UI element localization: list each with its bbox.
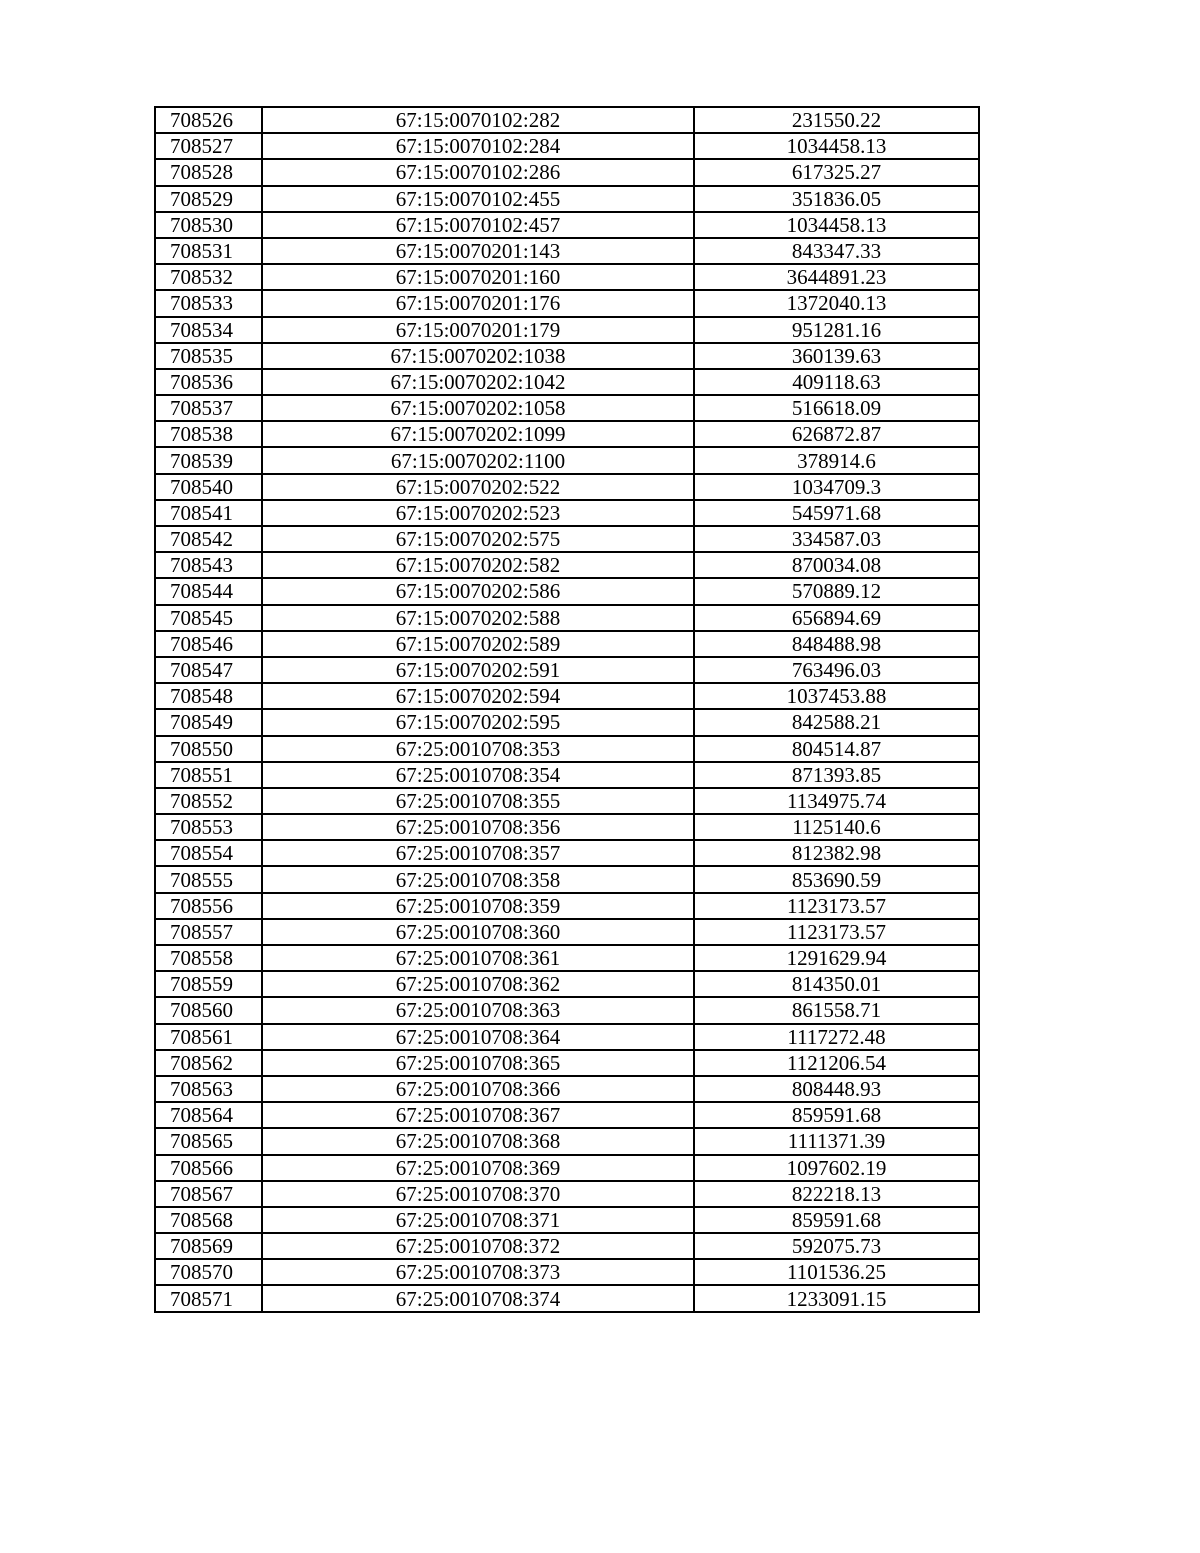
row-number-cell: 708561: [155, 1024, 262, 1050]
cadastral-number-cell: 67:15:0070102:284: [262, 133, 694, 159]
table-row: [155, 290, 979, 316]
row-number-cell: 708558: [155, 945, 262, 971]
cadastral-number-cell: 67:15:0070102:282: [262, 107, 694, 133]
row-number-cell: 708551: [155, 762, 262, 788]
table-row: [155, 1285, 979, 1311]
cadastral-number-cell: 67:25:0010708:355: [262, 788, 694, 814]
table-row: [155, 762, 979, 788]
cadastral-value-cell: 842588.21: [694, 709, 979, 735]
row-number-cell: 708537: [155, 395, 262, 421]
cadastral-value-cell: 409118.63: [694, 369, 979, 395]
cadastral-value-cell: 334587.03: [694, 526, 979, 552]
table-row: [155, 317, 979, 343]
row-number-cell: 708530: [155, 212, 262, 238]
table-row: [155, 421, 979, 447]
row-number-cell: 708566: [155, 1155, 262, 1181]
cadastral-number-cell: 67:25:0010708:370: [262, 1181, 694, 1207]
row-number-cell: 708535: [155, 343, 262, 369]
table-row: [155, 866, 979, 892]
cadastral-value-cell: 1123173.57: [694, 893, 979, 919]
table-row: [155, 159, 979, 185]
row-number-cell: 708569: [155, 1233, 262, 1259]
row-number-cell: 708545: [155, 605, 262, 631]
row-number-cell: 708555: [155, 866, 262, 892]
table-row: [155, 107, 979, 133]
table-row: [155, 736, 979, 762]
cadastral-number-cell: 67:25:0010708:366: [262, 1076, 694, 1102]
cadastral-value-cell: 3644891.23: [694, 264, 979, 290]
cadastral-value-cell: 1111371.39: [694, 1128, 979, 1154]
table-row: [155, 997, 979, 1023]
cadastral-value-cell: 516618.09: [694, 395, 979, 421]
cadastral-value-cell: 351836.05: [694, 186, 979, 212]
cadastral-number-cell: 67:15:0070201:160: [262, 264, 694, 290]
cadastral-value-cell: 626872.87: [694, 421, 979, 447]
table-row: [155, 1155, 979, 1181]
row-number-cell: 708547: [155, 657, 262, 683]
cadastral-value-cell: 1117272.48: [694, 1024, 979, 1050]
table-row: [155, 1024, 979, 1050]
cadastral-value-cell: 1097602.19: [694, 1155, 979, 1181]
cadastral-value-cell: 1034709.3: [694, 474, 979, 500]
cadastral-value-cell: 804514.87: [694, 736, 979, 762]
cadastral-number-cell: 67:15:0070102:286: [262, 159, 694, 185]
row-number-cell: 708528: [155, 159, 262, 185]
row-number-cell: 708562: [155, 1050, 262, 1076]
cadastral-value-cell: 1125140.6: [694, 814, 979, 840]
cadastral-number-cell: 67:15:0070202:1100: [262, 447, 694, 473]
table-row: [155, 212, 979, 238]
cadastral-number-cell: 67:25:0010708:365: [262, 1050, 694, 1076]
table-row: [155, 709, 979, 735]
cadastral-number-cell: 67:15:0070202:1042: [262, 369, 694, 395]
cadastral-value-cell: 231550.22: [694, 107, 979, 133]
cadastral-value-cell: 1291629.94: [694, 945, 979, 971]
row-number-cell: 708540: [155, 474, 262, 500]
cadastral-value-cell: 1123173.57: [694, 919, 979, 945]
cadastral-value-cell: 812382.98: [694, 840, 979, 866]
row-number-cell: 708542: [155, 526, 262, 552]
table-row: [155, 526, 979, 552]
cadastral-value-cell: 1372040.13: [694, 290, 979, 316]
table-row: [155, 1207, 979, 1233]
table-row: [155, 500, 979, 526]
cadastral-value-cell: 870034.08: [694, 552, 979, 578]
row-number-cell: 708553: [155, 814, 262, 840]
row-number-cell: 708548: [155, 683, 262, 709]
cadastral-number-cell: 67:15:0070201:179: [262, 317, 694, 343]
cadastral-number-cell: 67:25:0010708:358: [262, 866, 694, 892]
table-row: [155, 264, 979, 290]
cadastral-number-cell: 67:25:0010708:373: [262, 1259, 694, 1285]
cadastral-number-cell: 67:25:0010708:354: [262, 762, 694, 788]
cadastral-number-cell: 67:15:0070202:582: [262, 552, 694, 578]
row-number-cell: 708541: [155, 500, 262, 526]
row-number-cell: 708534: [155, 317, 262, 343]
table-row: [155, 971, 979, 997]
row-number-cell: 708531: [155, 238, 262, 264]
table-row: [155, 657, 979, 683]
row-number-cell: 708570: [155, 1259, 262, 1285]
table-row: [155, 1076, 979, 1102]
cadastral-number-cell: 67:15:0070202:589: [262, 631, 694, 657]
table-row: [155, 1128, 979, 1154]
cadastral-number-cell: 67:15:0070202:523: [262, 500, 694, 526]
row-number-cell: 708560: [155, 997, 262, 1023]
cadastral-number-cell: 67:25:0010708:361: [262, 945, 694, 971]
table-row: [155, 395, 979, 421]
cadastral-number-cell: 67:25:0010708:374: [262, 1285, 694, 1311]
table-row: [155, 1259, 979, 1285]
row-number-cell: 708556: [155, 893, 262, 919]
cadastral-value-cell: 808448.93: [694, 1076, 979, 1102]
table-row: [155, 186, 979, 212]
table-row: [155, 133, 979, 159]
cadastral-number-cell: 67:25:0010708:367: [262, 1102, 694, 1128]
table-row: [155, 605, 979, 631]
table-row: [155, 1233, 979, 1259]
table-row: [155, 447, 979, 473]
row-number-cell: 708557: [155, 919, 262, 945]
cadastral-number-cell: 67:25:0010708:362: [262, 971, 694, 997]
cadastral-number-cell: 67:15:0070202:586: [262, 578, 694, 604]
cadastral-value-cell: 1037453.88: [694, 683, 979, 709]
table-row: [155, 1102, 979, 1128]
cadastral-number-cell: 67:25:0010708:369: [262, 1155, 694, 1181]
cadastral-value-cell: 951281.16: [694, 317, 979, 343]
cadastral-number-cell: 67:15:0070202:1058: [262, 395, 694, 421]
row-number-cell: 708538: [155, 421, 262, 447]
row-number-cell: 708559: [155, 971, 262, 997]
cadastral-value-cell: 871393.85: [694, 762, 979, 788]
cadastral-value-cell: 656894.69: [694, 605, 979, 631]
cadastral-value-cell: 814350.01: [694, 971, 979, 997]
cadastral-number-cell: 67:25:0010708:356: [262, 814, 694, 840]
row-number-cell: 708568: [155, 1207, 262, 1233]
table-row: [155, 683, 979, 709]
cadastral-value-cell: 859591.68: [694, 1102, 979, 1128]
table-row: [155, 840, 979, 866]
row-number-cell: 708529: [155, 186, 262, 212]
row-number-cell: 708554: [155, 840, 262, 866]
cadastral-value-cell: 1233091.15: [694, 1285, 979, 1311]
table-row: [155, 238, 979, 264]
cadastral-value-table: [154, 106, 980, 1313]
cadastral-number-cell: 67:15:0070202:595: [262, 709, 694, 735]
cadastral-number-cell: 67:25:0010708:357: [262, 840, 694, 866]
row-number-cell: 708546: [155, 631, 262, 657]
row-number-cell: 708527: [155, 133, 262, 159]
cadastral-value-cell: 859591.68: [694, 1207, 979, 1233]
cadastral-number-cell: 67:25:0010708:360: [262, 919, 694, 945]
table-row: [155, 552, 979, 578]
cadastral-value-cell: 822218.13: [694, 1181, 979, 1207]
cadastral-value-cell: 378914.6: [694, 447, 979, 473]
row-number-cell: 708539: [155, 447, 262, 473]
cadastral-number-cell: 67:15:0070202:594: [262, 683, 694, 709]
table-row: [155, 788, 979, 814]
table-row: [155, 1181, 979, 1207]
table-row: [155, 343, 979, 369]
row-number-cell: 708565: [155, 1128, 262, 1154]
cadastral-number-cell: 67:15:0070202:1099: [262, 421, 694, 447]
cadastral-number-cell: 67:15:0070102:457: [262, 212, 694, 238]
row-number-cell: 708549: [155, 709, 262, 735]
cadastral-value-cell: 360139.63: [694, 343, 979, 369]
cadastral-number-cell: 67:25:0010708:363: [262, 997, 694, 1023]
table-row: [155, 631, 979, 657]
cadastral-number-cell: 67:25:0010708:364: [262, 1024, 694, 1050]
row-number-cell: 708536: [155, 369, 262, 395]
cadastral-number-cell: 67:15:0070102:455: [262, 186, 694, 212]
table-row: [155, 945, 979, 971]
cadastral-number-cell: 67:15:0070202:575: [262, 526, 694, 552]
row-number-cell: 708544: [155, 578, 262, 604]
table-row: [155, 369, 979, 395]
cadastral-value-cell: 1121206.54: [694, 1050, 979, 1076]
table-row: [155, 814, 979, 840]
cadastral-value-cell: 861558.71: [694, 997, 979, 1023]
cadastral-value-cell: 1134975.74: [694, 788, 979, 814]
cadastral-number-cell: 67:25:0010708:372: [262, 1233, 694, 1259]
row-number-cell: 708526: [155, 107, 262, 133]
cadastral-value-cell: 570889.12: [694, 578, 979, 604]
cadastral-number-cell: 67:25:0010708:371: [262, 1207, 694, 1233]
cadastral-number-cell: 67:15:0070201:143: [262, 238, 694, 264]
row-number-cell: 708563: [155, 1076, 262, 1102]
cadastral-number-cell: 67:25:0010708:353: [262, 736, 694, 762]
cadastral-number-cell: 67:15:0070202:588: [262, 605, 694, 631]
cadastral-value-cell: 1034458.13: [694, 133, 979, 159]
cadastral-value-cell: 617325.27: [694, 159, 979, 185]
row-number-cell: 708550: [155, 736, 262, 762]
cadastral-value-cell: 545971.68: [694, 500, 979, 526]
cadastral-value-cell: 853690.59: [694, 866, 979, 892]
row-number-cell: 708571: [155, 1285, 262, 1311]
cadastral-number-cell: 67:15:0070201:176: [262, 290, 694, 316]
cadastral-value-cell: 1101536.25: [694, 1259, 979, 1285]
cadastral-number-cell: 67:25:0010708:359: [262, 893, 694, 919]
table-row: [155, 1050, 979, 1076]
cadastral-number-cell: 67:15:0070202:1038: [262, 343, 694, 369]
row-number-cell: 708564: [155, 1102, 262, 1128]
table-row: [155, 578, 979, 604]
cadastral-number-cell: 67:15:0070202:591: [262, 657, 694, 683]
cadastral-value-cell: 592075.73: [694, 1233, 979, 1259]
row-number-cell: 708532: [155, 264, 262, 290]
cadastral-number-cell: 67:15:0070202:522: [262, 474, 694, 500]
row-number-cell: 708533: [155, 290, 262, 316]
cadastral-value-cell: 1034458.13: [694, 212, 979, 238]
table-row: [155, 474, 979, 500]
row-number-cell: 708552: [155, 788, 262, 814]
cadastral-value-cell: 843347.33: [694, 238, 979, 264]
table-row: [155, 919, 979, 945]
table-row: [155, 893, 979, 919]
cadastral-value-cell: 848488.98: [694, 631, 979, 657]
table-body: [155, 107, 979, 1312]
row-number-cell: 708543: [155, 552, 262, 578]
cadastral-number-cell: 67:25:0010708:368: [262, 1128, 694, 1154]
cadastral-value-cell: 763496.03: [694, 657, 979, 683]
row-number-cell: 708567: [155, 1181, 262, 1207]
